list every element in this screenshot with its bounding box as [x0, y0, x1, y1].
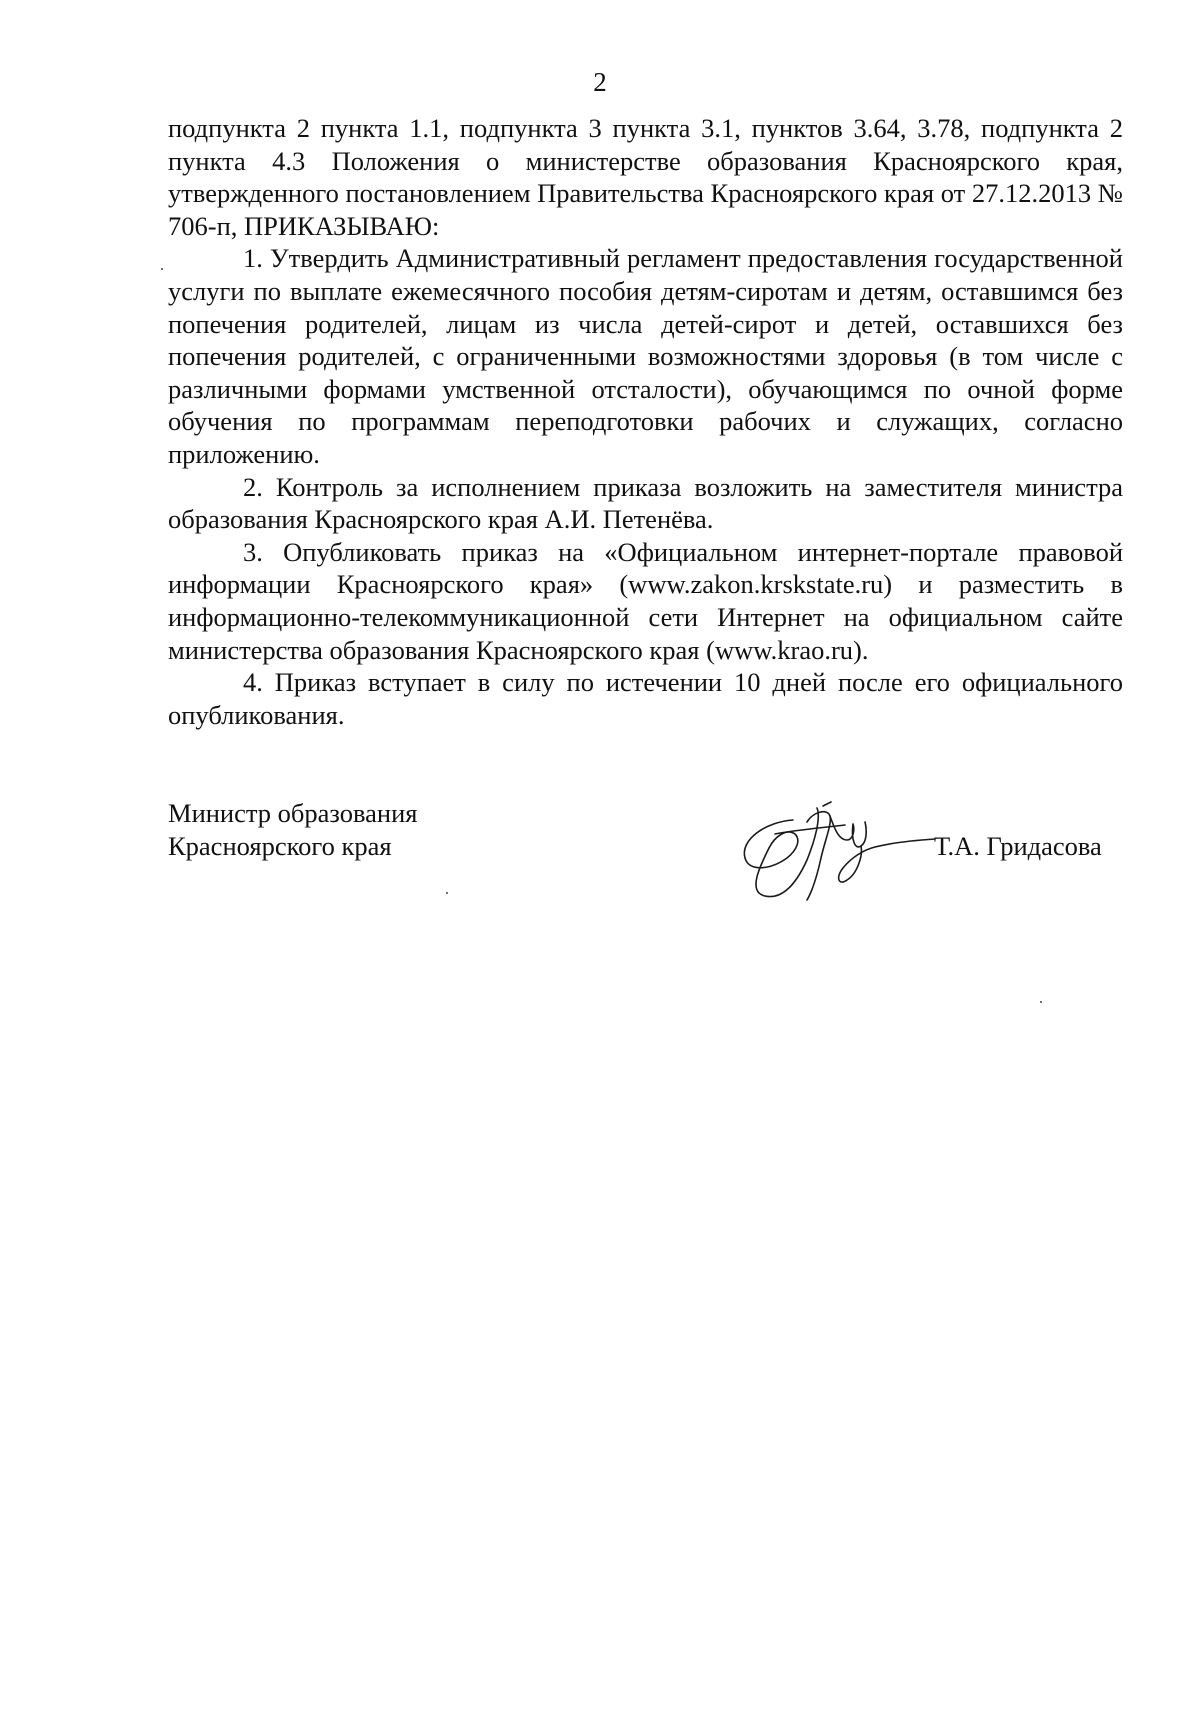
preamble-paragraph: подпункта 2 пункта 1.1, подпункта 3 пункта 3.1, пунктов 3.64, 3.78, подпункта 2 пункта 4.3 Положения о министерстве образования Красноярского края, утвержденного постановлением Правительства Красноярского края от 27.12.2013 № 706-п, ПРИКАЗЫВАЮ:	[168, 113, 1123, 241]
item-1-paragraph: 1. Утвердить Административный регламент предоставления государственной услуги по выплате ежемесячного пособия детям-сиротам и детям, оставшимся без попечения родителей, лицам из числа детей-сирот и детей, оставшихся без попечения родителей, с ограниченными возможностями здоровья (в том числе с различными формами умственной отсталости), обучающимся по очной форме обучения по программам переподготовки рабочих и служащих, согласно приложению.	[168, 243, 1123, 469]
signatory-name: Т.А. Гридасова	[934, 831, 1102, 861]
signatory-position	[168, 797, 417, 862]
scan-speck	[1040, 1001, 1042, 1003]
scan-speck	[161, 268, 163, 270]
signatory-position-line2: Красноярского края	[168, 830, 392, 861]
item-4-paragraph: 4. Приказ вступает в силу по истечении 10 дней после его официального опубликования.	[168, 667, 1123, 730]
item-2-paragraph: 2. Контроль за исполнением приказа возложить на заместителя министра образования Красноярского края А.И. Петенёва.	[168, 471, 1123, 535]
item-3-paragraph: 3. Опубликовать приказ на «Официальном интернет-портале правовой информации Красноярского края» (www.zakon.krskstate.ru) и разместить в информационно-телекоммуникационной сети Интернет на официальном сайте министерства образования Красноярского края (www.krao.ru).	[168, 536, 1123, 665]
scan-speck	[446, 892, 448, 894]
page-number: 2	[593, 67, 607, 97]
handwritten-signature	[735, 800, 935, 910]
signatory-position-line1: Министр образования	[168, 798, 418, 828]
document-body	[168, 112, 1123, 731]
